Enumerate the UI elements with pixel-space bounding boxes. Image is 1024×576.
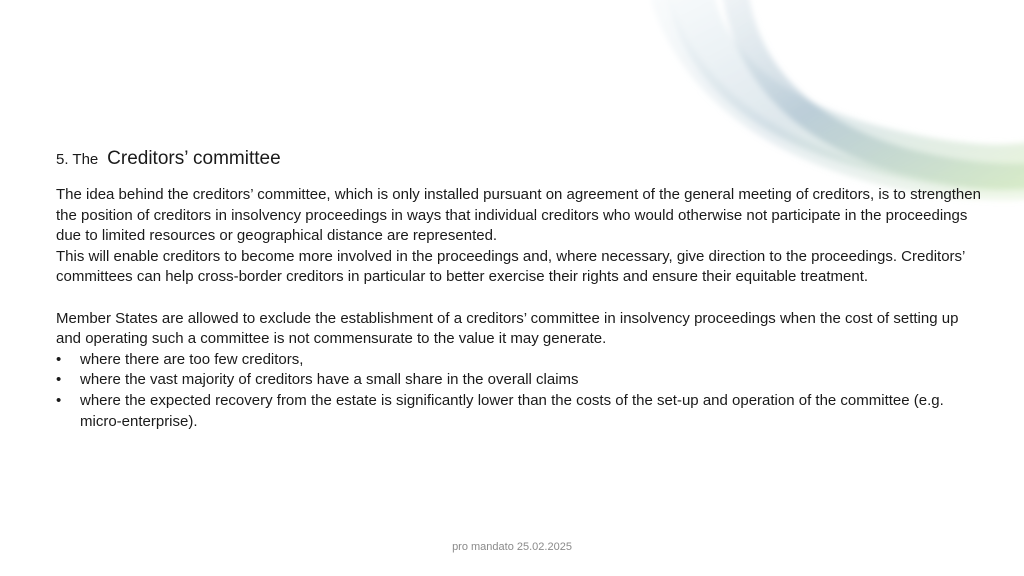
bullet-icon: •: [56, 371, 62, 389]
section-title: Creditors’ committee: [107, 148, 281, 169]
paragraph-spacer: [56, 288, 986, 309]
member-states-paragraph: Member States are allowed to exclude the establishment of a creditors’ committee in insolvency proceedings when the cost of setting up and operating such a committee is not commensurate to the value it may generate.: [56, 309, 959, 348]
list-item-text: where the vast majority of creditors have a small share in the overall claims: [80, 371, 579, 389]
section-heading: [56, 141, 281, 172]
bullet-icon: •: [56, 350, 62, 368]
list-item: [56, 391, 986, 432]
bullet-icon: •: [56, 391, 62, 409]
list-item: [56, 350, 986, 371]
list-item-text: where the expected recovery from the estate is significantly lower than the costs of the set-up and operation of the committee (e.g. micro-enterprise).: [80, 391, 944, 430]
involvement-paragraph: This will enable creditors to become more involved in the proceedings and, where necessary, give direction to the proceedings. Creditors’ committees can help cross-border creditors in particular to better exercise their rights and ensure their equitable treatment.: [56, 247, 965, 286]
footer-text: pro mandato 25.02.2025: [452, 541, 572, 553]
section-number: 5. The: [56, 151, 99, 168]
slide-body: [56, 185, 986, 432]
intro-paragraph: The idea behind the creditors’ committee, which is only installed pursuant on agreement of the general meeting of creditors, is to strengthen the position of creditors in insolvency proceedings in ways that individual creditors who would otherwise not participate in the proceedings due to limited resources or geographical distance are represented.: [56, 186, 981, 245]
list-item-text: where there are too few creditors,: [80, 350, 304, 368]
list-item: [56, 370, 986, 391]
exclusion-list: [56, 350, 986, 432]
